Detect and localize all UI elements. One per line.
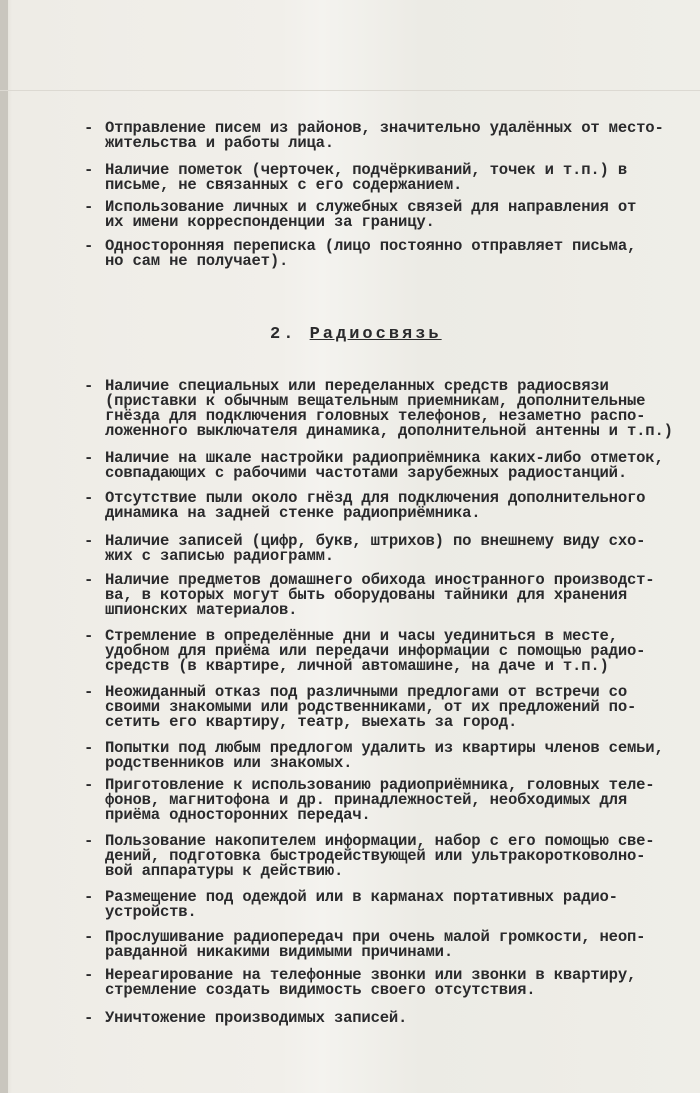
bullet-dash: -	[84, 739, 94, 757]
bullet-dash: -	[84, 627, 94, 645]
list-item-text: Уничтожение производимых записей.	[105, 1009, 408, 1027]
bullet-dash: -	[84, 832, 94, 850]
list-item-text: Наличие специальных или переделанных средств радиосвязи (приставки к обычным вещательным приемникам, дополнительные гнёзда для подключения головных телефонов, незаметно распо- ложенного выключателя динамика, дополнительной антенны и т.п.)	[105, 377, 673, 440]
section-heading	[270, 325, 442, 344]
list-item-text: Наличие предметов домашнего обихода иностранного производст- ва, в которых могут быть оборудованы тайники для хранения шпионских материалов.	[105, 571, 655, 619]
bullet-dash: -	[84, 161, 94, 179]
list-item-text: Односторонняя переписка (лицо постоянно отправляет письма, но сам не получает).	[105, 237, 637, 270]
bullet-dash: -	[84, 571, 94, 589]
list-item-text: Наличие записей (цифр, букв, штрихов) по внешнему виду схо- жих с записью радиограмм.	[105, 532, 646, 565]
bullet-dash: -	[84, 489, 94, 507]
paper-fold	[0, 90, 700, 91]
list-item-text: Отсутствие пыли около гнёзд для подключения дополнительного динамика на задней стенке радиоприёмника.	[105, 489, 646, 522]
list-item-text: Наличие пометок (черточек, подчёркиваний, точек и т.п.) в письме, не связанных с его содержанием.	[105, 161, 627, 194]
list-item-text: Приготовление к использованию радиоприёмника, головных теле- фонов, магнитофона и др. принадлежностей, необходимых для приёма односторонних передач.	[105, 776, 655, 824]
bullet-dash: -	[84, 198, 94, 216]
bullet-dash: -	[84, 532, 94, 550]
bullet-dash: -	[84, 966, 94, 984]
list-item-text: Прослушивание радиопередач при очень малой громкости, неоп- равданной никакими видимыми причинами.	[105, 928, 646, 961]
section-number: 2.	[270, 325, 297, 344]
bullet-dash: -	[84, 1009, 94, 1027]
list-item-text: Стремление в определённые дни и часы уединиться в месте, удобном для приёма или передачи информации с помощью радио- средств (в квартире, личной автомашине, на даче и т.п.)	[105, 627, 646, 675]
list-item-text: Наличие на шкале настройки радиоприёмника каких-либо отметок, совпадающих с рабочими частотами зарубежных радиостанций.	[105, 449, 664, 482]
list-item-text: Пользование накопителем информации, набор с его помощью све- дений, подготовка быстродействующей или ультракоротковолно- вой аппаратуры к действию.	[105, 832, 655, 880]
list-item-text: Отправление писем из районов, значительно удалённых от место- жительства и работы лица.	[105, 119, 664, 152]
list-item-text: Нереагирование на телефонные звонки или звонки в квартиру, стремление создать видимость своего отсутствия.	[105, 966, 637, 999]
list-item-text: Неожиданный отказ под различными предлогами от встречи со своими знакомыми или родственниками, от их предложений по- сетить его квартиру, театр, выехать за город.	[105, 683, 637, 731]
bullet-dash: -	[84, 683, 94, 701]
bullet-dash: -	[84, 377, 94, 395]
bullet-dash: -	[84, 449, 94, 467]
bullet-dash: -	[84, 928, 94, 946]
list-item-text: Размещение под одеждой или в карманах портативных радио- устройств.	[105, 888, 618, 921]
list-item-text: Использование личных и служебных связей для направления от их имени корреспонденции за границу.	[105, 198, 637, 231]
bullet-dash: -	[84, 119, 94, 137]
bullet-dash: -	[84, 237, 94, 255]
section-title: Радиосвязь	[309, 325, 442, 344]
list-item-text: Попытки под любым предлогом удалить из квартиры членов семьи, родственников или знакомых.	[105, 739, 664, 772]
bullet-dash: -	[84, 776, 94, 794]
bullet-dash: -	[84, 888, 94, 906]
page-edge	[0, 0, 8, 1093]
